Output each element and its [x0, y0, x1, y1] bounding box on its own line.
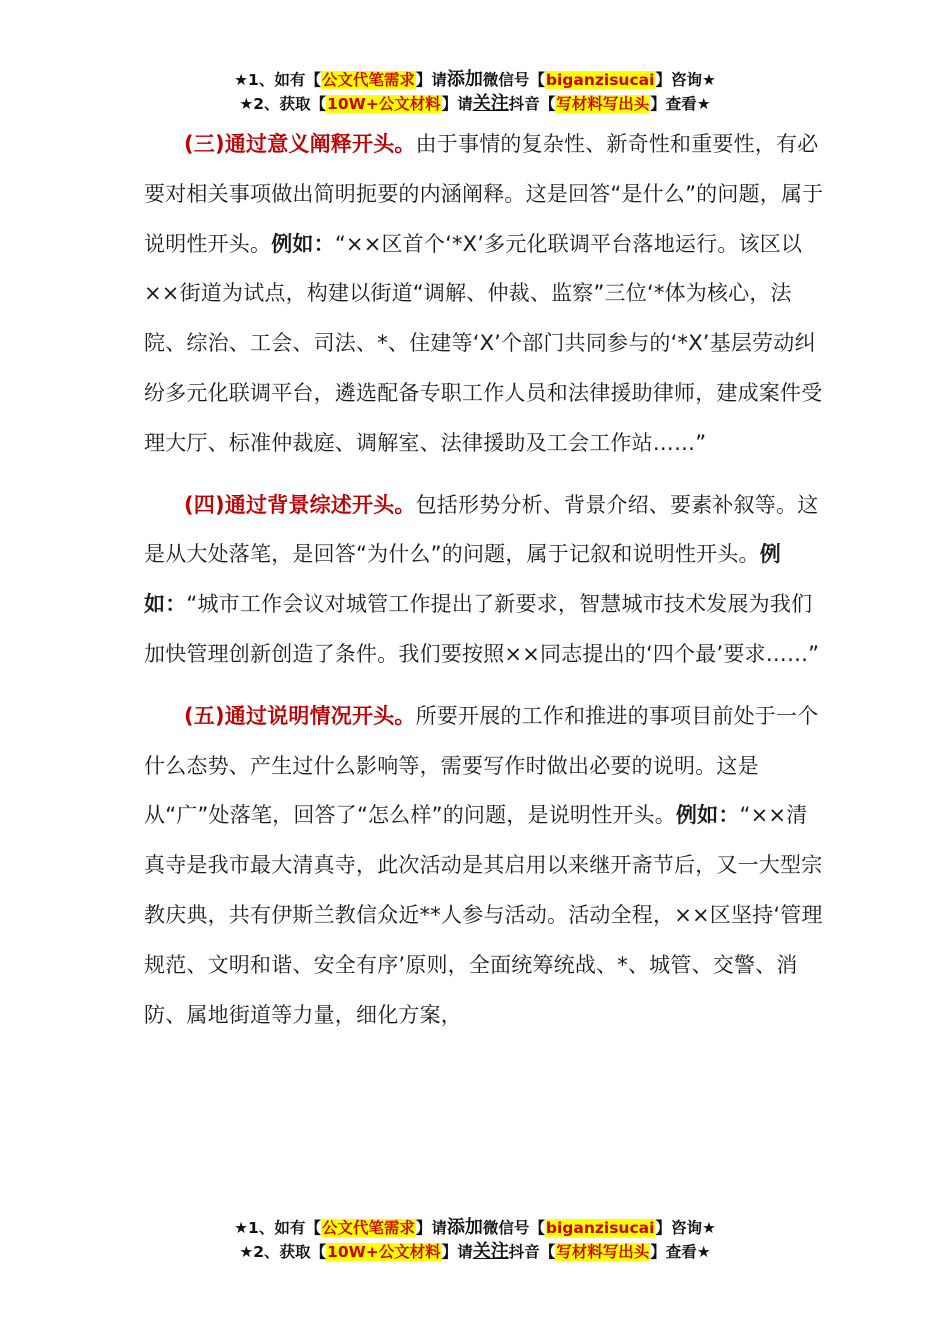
banner-line-2: ★2、获取【10W+公文材料】请关注抖音【写材料写出头】查看★ — [239, 93, 711, 114]
example-label: 例如： — [271, 231, 335, 256]
highlight-materials: 10W+公文材料 — [327, 95, 441, 113]
highlight-douyin: 写材料写出头 — [556, 95, 650, 113]
section-3 — [144, 120, 828, 469]
highlight-wechat-id: biganzisucai — [545, 1219, 655, 1237]
example-text: “××清真寺是我市最大清真寺，此次活动是其启用以来继开斋节后，又一大型宗教庆典，共有伊斯兰教信众近**人参与活动。活动全程，××区坚持‘管理规范、文明和谐、安全有序’原则，全面统筹统战、*、城管、交警、消防、属地街道等力量，细化方案， — [144, 803, 823, 1027]
example-text: “城市工作会议对城管工作提出了新要求，智慧城市技术发展为我们加快管理创新创造了条件。我们要按照××同志提出的‘四个最’要求……” — [144, 592, 820, 666]
section-text: 包括形势分析、背景介绍、要素补叙等。这是从大处落笔，是回答“为什么”的问题，属于记叙和说明性开头。 — [144, 492, 819, 567]
highlight-service: 公文代笔需求 — [321, 71, 415, 89]
highlight-douyin: 写材料写出头 — [556, 1243, 650, 1261]
section-5 — [144, 692, 828, 1041]
document-body — [144, 120, 828, 1040]
highlight-wechat-id: biganzisucai — [545, 71, 655, 89]
banner-line-1: ★1、如有【公文代笔需求】请添加微信号【biganzisucai】咨询★ — [234, 1217, 716, 1238]
banner-line-2: ★2、获取【10W+公文材料】请关注抖音【写材料写出头】查看★ — [239, 1241, 711, 1262]
section-text: 由于事情的复杂性、新奇性和重要性，有必要对相关事项做出简明扼要的内涵阐释。这是回答“是什么”的问题，属于说明性开头。 — [144, 132, 824, 256]
banner-line-1: ★1、如有【公文代笔需求】请添加微信号【biganzisucai】咨询★ — [234, 69, 716, 90]
header-banner — [0, 68, 950, 116]
example-label: 例如： — [675, 803, 740, 828]
example-text: “××区首个‘*X’多元化联调平台落地运行。该区以××街道为试点，构建以街道“调解、仲裁、监察”三位‘*体为核心，法院、综治、工会、司法、*、住建等‘X’个部门共同参与的‘*X’基层劳动纠纷多元化联调平台，遴选配备专职工作人员和法律援助律师，建成案件受理大厅、标准仲裁庭、调解室、法律援助及工会工作站……” — [144, 231, 823, 455]
highlight-materials: 10W+公文材料 — [327, 1243, 441, 1261]
example-label: 例如： — [144, 542, 781, 617]
section-heading: (三)通过意义阐释开头。 — [184, 132, 416, 156]
section-heading: (四)通过背景综述开头。 — [184, 492, 416, 517]
section-4 — [144, 481, 828, 680]
footer-banner — [0, 1216, 950, 1264]
highlight-service: 公文代笔需求 — [321, 1219, 415, 1237]
section-heading: (五)通过说明情况开头。 — [184, 703, 416, 728]
section-text: 所要开展的工作和推进的事项目前处于一个什么态势、产生过什么影响等，需要写作时做出必要的说明。这是从“广”处落笔，回答了“怎么样”的问题，是说明性开头。 — [144, 703, 819, 828]
